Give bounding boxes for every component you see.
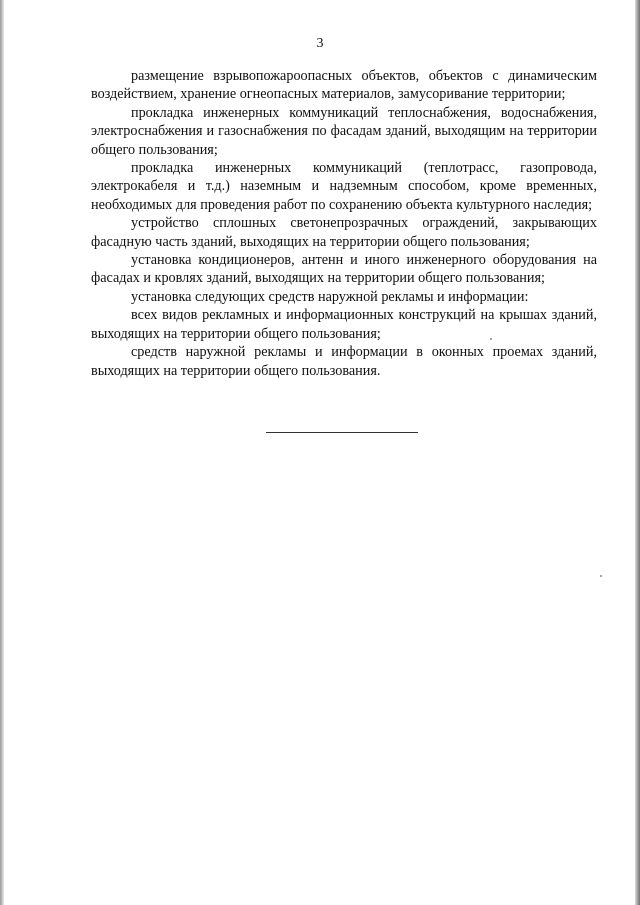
scan-edge-left [0,0,4,905]
document-body [91,67,597,380]
paragraph-3: прокладка инженерных коммуникаций (теплотрасс, газопровода, электрокабеля и т.д.) наземным и надземным способом, кроме временных, необходимых для проведения работ по сохранению объекта культурного наследия; [91,160,597,213]
page-number: 3 [316,36,324,51]
paragraph-5: установка кондиционеров, антенн и иного инженерного оборудования на фасадах и кровлях зданий, выходящих на территории общего пользования; [91,252,597,287]
paragraph-7: всех видов рекламных и информационных конструкций на крышах зданий, выходящих на территории общего пользования; [91,307,597,342]
paragraph-4: устройство сплошных светонепрозрачных ограждений, закрывающих фасадную часть зданий, выходящих на территории общего пользования; [91,215,597,250]
scan-speck [490,338,492,340]
scan-edge-right [635,0,640,905]
end-separator-line [266,432,418,433]
paragraph-1: размещение взрывопожароопасных объектов, объектов с динамическим воздействием, хранение огнеопасных материалов, замусоривание территории; [91,68,597,103]
paragraph-2: прокладка инженерных коммуникаций теплоснабжения, водоснабжения, электроснабжения и газоснабжения по фасадам зданий, выходящим на территории общего пользования; [91,104,597,158]
paragraph-8: средств наружной рекламы и информации в оконных проемах зданий, выходящих на территории общего пользования. [91,344,597,379]
paragraph-6: установка следующих средств наружной рекламы и информации: [131,288,529,305]
scan-speck [600,575,602,577]
